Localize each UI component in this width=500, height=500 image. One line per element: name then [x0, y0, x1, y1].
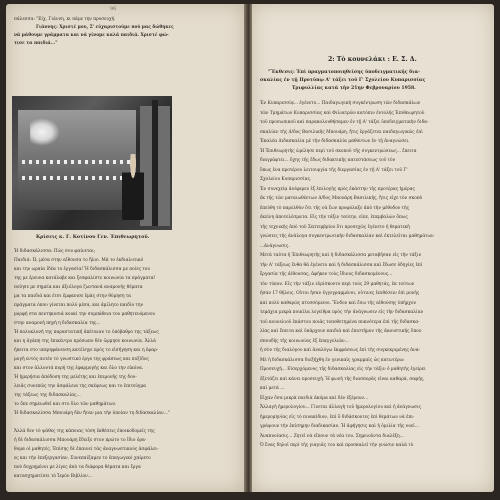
body-line: μα τα παιδιά και έτσι ἐμφανισε ἐμὰς στην θύμηση τα — [14, 294, 132, 299]
body-line: και την ωραία ἰδέα το ἐργασία! Ἡ διδασκάλισσα με ποίες του — [14, 267, 150, 272]
top-line: τισε τα παιδιά..." — [14, 41, 58, 46]
body-line: διαγράφτει... ὄχης τῆς ἕδως διδακτικῆς κατεστάσεως τοῦ τὸν — [260, 158, 396, 163]
body-line: και στον ἀλλοντά πυρή της ἐφαρμογής και ὄλο την εἰκόνα. — [14, 366, 144, 371]
body-line: τὴν Α' τάξεως ἔνθα θὰ ἐγένετο καὶ ἡ διδασκάλισσα καὶ ἔδωσε ὁδηγίες ἐπί — [260, 262, 423, 268]
body-line: Παιδιά: Ὦ, μέσα στην αἴθουσα το ἥλιο. Μά το ἐκδιαλυτικό — [14, 258, 144, 263]
body-line: Ἀλλά δεν τὸ ψάθες της κάποιας τόση ἐκθέσεις ἐποικοδομεῖς της — [14, 429, 155, 434]
body-line: μογή εντός αυτὲν τό γνωστικό έργο της φράσεως και πυξίδος — [14, 357, 149, 362]
body-line: καὶ μετὰ ... — [260, 386, 285, 391]
body-line: Ὁ ἕνας δηλοῖ περὶ τῆς γιαγιᾶς του καὶ προσκαλεῖ τὴν γνώσιν καλὰ τὸ — [260, 443, 414, 448]
body-line: λίας καὶ ἔπειτα καὶ ὑπάρχουν παιδιὰ καὶ ἐπιστῆμον τῆς ἀκουστικῆς ὅπου — [260, 329, 422, 334]
body-line: Μετὰ ταῦτα ἡ Ἐπιθεωρητὴς καὶ ἡ διδασκάλισσα μεταβῆσαν εἰς τὴν τάξιν — [260, 253, 422, 258]
body-line: Ἐν συνεχείᾳ ἀνέφερεν ἐξ ἐπιλογῆς πρὸς ἑκάστην τῆς προτέρας ἡμέρας — [260, 186, 415, 192]
body-line: ποίησε με σημεία και ἀξιόλογα ζωντανά αναμονής θέματα — [14, 285, 143, 290]
butterfly-drawing — [30, 118, 60, 146]
body-line: τὸν τύπον. Εἰς τὴν τάξιν εὑρίσκοντο περὶ τοὺς 29 μαθητάς, ἐκ τούτων — [260, 281, 415, 287]
section-heading: 2: Τὸ κουνελάκι : Ε. Σ. Δ. — [328, 56, 417, 63]
body-line: πράγματα όπου γίνεται πολύ μέσα, και ἀμίλητο παιδίο την — [14, 303, 144, 308]
body-line: Ἡ Ἐπιθεωρητὴς ὡμίλησε περὶ τοῦ σκοποῦ τῆς συγκεντρώσεως... ἔπειτα — [260, 148, 417, 154]
body-line: ...ἀνάγνωσις. — [260, 243, 290, 249]
body-line: Ἡ διδασκαλίσσα Μπουάρη δὲν ἤταν μια τὴν ὁποίαν τη διδασκαλίαν..." — [14, 411, 170, 416]
body-line: θυμα οἱ μαθητές. Ἐπίσης δὲ ἐπαινεί τὰς ἀναγνωστικούς ἀσφάλει- — [14, 447, 159, 452]
body-line: ἐκεῖνη ἀποτελέσματα. Εἰς τὴν τάξιν ταύτην, εἶπε, ἐπεμβαλὼν ὅπως — [260, 215, 408, 220]
body-line: Ἀναπνοίασις... Ζητεῖ νὰ εἴπουν τὰ νέα του. Σημειοῦντα διαλέξη... — [260, 433, 404, 439]
body-line: Ἐκαλέα Διδασκαλία μὲ τὴν διδασκαλία μαθόντων ἐν τῇ ἀναγνώσει. — [260, 139, 410, 144]
report-subtitle: σκαλίας ἐν τῇ Προτύπῳ Α' τάξει τοῦ Γ' Σχολείου Κυπαρισσίας — [260, 78, 426, 83]
body-line: γνώσεις τῆς ἀνάλογα συγκεντρωτικὴν διδασκαλίαν καὶ ἐκτελεῖται μαθημάτων — [260, 234, 434, 239]
body-line: λειᾶς συνεπῶς την ἀσφάλεια της σκέψεως και το ἐπιτεύγμα — [14, 384, 147, 389]
body-line: ποὺ δοχρημένοι με λίγες ἀπὸ τα διάφορα θέματα και ἔργα — [14, 465, 141, 470]
body-line: ἡ σὺν τῆς διαλόγου καὶ ἀναλόγω ἐκφράσεως ἐπὶ τῆς συγκεκριμένης ἀνα- — [260, 348, 421, 353]
body-line: γράψουν τὴν ἐπίσημην διαδικασίαν. Ἡ ἀφήγησις καὶ ἡ ὁμιλία τῆς νοεῖ... — [260, 424, 419, 429]
body-line: καὶ πολὺ καθαρῶς πτυσσόμενοι. Ἔνδον καὶ ἔσω τῆς αἰθούσης ὑπῆρχον — [260, 300, 417, 306]
photo-caption: Κρίσεις κ. Γ. Κοτίνου Γεν. Έπιθεωρητοῦ. — [36, 234, 150, 240]
left-book-page — [6, 4, 244, 492]
body-line: ἡμερομηνίας εἰς τὸ πινακίδιον, ἐπὶ ὃ διδάσκοντες ἐπὶ θεμάτων νὰ ἐπι- — [260, 414, 415, 420]
body-line: της τάξεως της διδασκαλίας... — [14, 393, 81, 398]
pole — [152, 100, 158, 226]
body-line: στην αναμονή πηγή η διδασκαλία της... — [14, 321, 101, 326]
body-line: ἡ δὲ διδασκάλισσα Μπουάρη ἔδειξε στον πρώτο το ἴδιο ὁρα- — [14, 438, 147, 443]
report-subtitle: Τριφυλλίας κατὰ τὴν 21ην Φεβρουαρίου 1958. — [292, 86, 416, 91]
body-line: κατασχηματίσει τὸ Ἱερὸν Βιβλίον... — [14, 474, 92, 479]
body-line: Ἄλλαγὴ ἡμερολογίου... Γίνεται ἀλλαγὴ τοῦ ἡμερολογίου καὶ ἡ ἀνάγνωσις — [260, 405, 422, 410]
body-line: ὅπως ἐνα προτέρου λειτουργία τῆς διεργασίας ἐν τῇ Α' τάξει τοῦ Γ' — [260, 167, 408, 173]
body-line: τῆς τεχνικῆς ἀπὸ τοῦ Σεπτεμβρίου ὅτι προσεχῶς ἐγένετο ἡ θεματικὴ — [260, 224, 410, 230]
body-line: Ἡ πολυκλονή της παραστατική ἀπέταιαν το ὑπόβαθρο της τάξεως — [14, 330, 159, 335]
body-line: ἔργασία τῆς ἀίθουσας, ἀφῆκεν τοὺς ἴδιους διδασκομένους... — [260, 272, 393, 277]
body-line: ἐξετάζει καὶ κάνει προσευχή. Ἡ φωνὴ τῆς διασπορᾶς εἶναι καθαρὰ, σαφής, — [260, 376, 425, 382]
letter-strip — [22, 160, 132, 164]
body-line: Ἡ διδασκάλισσα: Πώς σου φαίνεται; — [14, 249, 96, 254]
body-line: μορφή στα πεντηκοσιά κουκί την συμπάθεια του μαθητευόμενου — [14, 312, 156, 317]
body-line: Ἡ ἡμερήσια ἀπόδοση της μελέτης και ἐπιμονῆς της δου- — [14, 375, 137, 380]
body-line: τῶν Τμημάτων Κυπαρισσίας καὶ Φιλιατρῶν κατόπιν ἐντολῆς Ἐπιθεωρητοῦ — [260, 110, 425, 116]
top-line: Γιάννης: Χριστέ μου, Σ' εύχαριστούμε πού μας δώθηκες — [36, 25, 174, 30]
body-line: Μὲ ἡ διδασκάλισσα διεξήχθη ἐν γενικαῖς γραμμαῖς ὡς κατωτέρω: — [260, 357, 405, 363]
body-line: ἠπειτα στο υπερηφάνευση κατέληγε πρός το εἰσήγηση και η ἐφαρ- — [14, 348, 159, 353]
body-line: της με ἐρευνα κατάλαβε και ξεσφαλίστε κοινωνία τα πράγματα! — [14, 276, 156, 281]
body-line: ἐκ τῆς τῶν ματαιωθέντων Δ/δος Μπουάρη Βασιλικῆς, ἥτις εἶχε τὸν σκοπὸ — [260, 196, 423, 201]
body-line: Σχολείου Κυπαρισσίας. — [260, 177, 312, 182]
body-line: ἦσαν 17 θῆλεις. Οὗτοι ἦσαν ἐγγεγραμμένοι, οὗτινες ἐπιθέσειν ἐπὶ μονῆς — [260, 291, 420, 296]
body-line: Ἐν Κυπαρισσίᾳ... ἐγένετο... Παιδαγωγική συγκέντρωση τῶν διδασκάλων — [260, 101, 421, 106]
body-line: τεμάχια μικρὰ ποικίλα λεγείθρα πρὸς τὴν ἀνάγνωσιν εἰς τὴν διδασκαλίαν — [260, 310, 424, 315]
body-line: ες και τὴν ἐπεξεργασίαν. Συνεπαίξαμεν το ἐπαγωγικό χαίρετο — [14, 456, 151, 461]
book-gutter — [244, 4, 252, 492]
body-line: τοῦ κουνελιοῦ ἐκάστου ποιᾶς τοποθετημένα πυκνότερα ἐπὶ τῆς διδασκα- — [260, 319, 420, 325]
body-line: και η ἀγάπη της ἐπικέντρο πρόσωπο δὲν ὥρμησε κοινωνία. Ἀλλά — [14, 339, 157, 344]
page-number: 96 — [110, 6, 117, 12]
child-figure — [122, 154, 144, 220]
top-line: πάλεσσα: "Είχ, Γιάννη, κι πάμε την προσευχή. — [14, 17, 116, 22]
body-line: το ὅπε σημειωθεῖ και στο ὅλο τῶν μαθημάτων. — [14, 402, 117, 407]
body-line: Προσευχή... Εἰσερχόμενος τῆς διδασκαλίας εἰς τὴν τάξιν ὁ μαθητής ἐγείρει — [260, 367, 426, 372]
report-subtitle: "Ἔκθεσις: Ἐπὶ πραγματοποιηθείσης ὑποδειγματικῆς δια- — [268, 70, 420, 75]
body-line: σπουδῆς τῆς κοινωνίας ἐξ ἐπαγγελιῶν... — [260, 338, 349, 344]
body-line: τοῦ προσωπικοῦ καὶ παρακολουθήσαμεν ἐν τῇ Α' τάξει ὑποδειγματικὴν διδα- — [260, 120, 429, 125]
body-line: ἐπεύθη τὸ παρελθὸν ὅτι τῆς νὰ ἔων προφύλαξε ἀπὸ τὴν μέθοδον τῆς — [260, 205, 410, 211]
body-line: σκαλίαν τῆς Δ/δος Βασιλικῆς Μπουάρη, ἥτις ἐργάζεται παιδαγωγικῶς ἐπὶ — [260, 129, 423, 135]
top-line: νά μάθουμε γράμματα και νά γίνομε καλά παιδιά. Χριστέ φώ- — [14, 33, 169, 38]
letter-strip — [22, 176, 132, 180]
right-book-page — [252, 4, 494, 492]
body-line: Εἶχαν ὅσα μικρὰ παιδιὰ ἀκόμα καὶ δὲν ἐξέρουν... — [260, 395, 369, 401]
classroom-photo — [12, 96, 172, 230]
